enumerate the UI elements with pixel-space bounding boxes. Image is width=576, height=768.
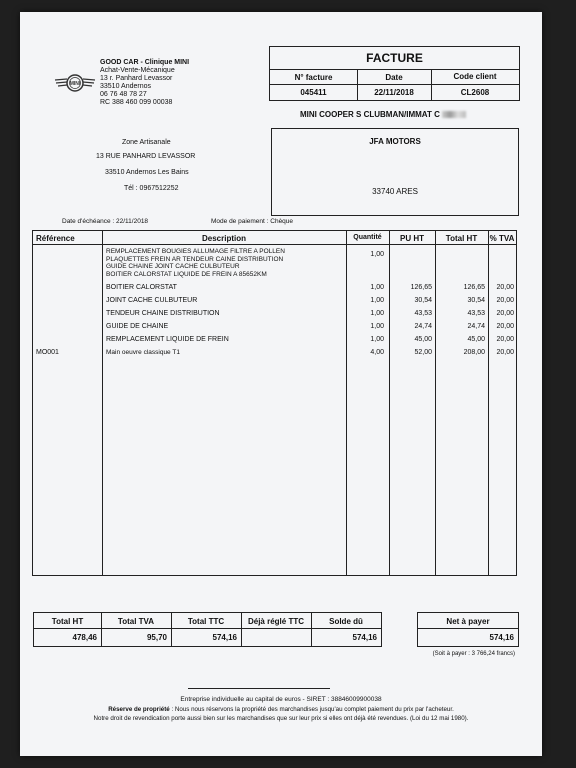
item-total: 24,74: [467, 323, 485, 330]
item-qty: 1,00: [370, 323, 384, 330]
totals-box: [33, 612, 382, 647]
item-desc: GUIDE DE CHAINE: [106, 323, 169, 330]
items-table: [32, 230, 517, 576]
invoice-header-box: [269, 46, 520, 101]
company-city: 33510 Andernos: [100, 83, 151, 90]
item-qty: 4,00: [370, 349, 384, 356]
item-total: 45,00: [467, 336, 485, 343]
summary-line: REMPLACEMENT BOUGIES ALLUMAGE FILTRE A POLLEN: [106, 248, 285, 255]
item-desc: TENDEUR CHAINE DISTRIBUTION: [106, 310, 220, 317]
invoice-number-label: N° facture: [294, 73, 333, 82]
item-ref: MO001: [36, 349, 59, 356]
item-tva: 20,00: [496, 284, 514, 291]
item-tva: 20,00: [496, 323, 514, 330]
total-tva-label: Total TVA: [117, 617, 155, 626]
col-header-description: Description: [201, 234, 246, 243]
total-ttc-value: 574,16: [212, 633, 237, 642]
vehicle-line: [300, 110, 530, 119]
item-tva: 20,00: [496, 336, 514, 343]
item-tva: 20,00: [496, 310, 514, 317]
item-qty: 1,00: [370, 284, 384, 291]
item-pu: 43,53: [414, 310, 432, 317]
invoice-date-value: 22/11/2018: [374, 88, 414, 97]
item-pu: 45,00: [414, 336, 432, 343]
summary-line: BOITIER CALORSTAT LIQUIDE DE FREIN A 85652KM: [106, 270, 267, 278]
payment-mode: Mode de paiement : Chèque: [211, 218, 294, 225]
mini-logo-icon: [53, 70, 97, 96]
col-header-tva: % TVA: [489, 234, 515, 243]
summary-line: PLAQUETTES FREIN AR TENDEUR CAINE DISTRIBUTION: [106, 255, 284, 263]
item-pu: 52,00: [414, 349, 432, 356]
redacted-plate: [442, 111, 466, 118]
footer-siret: Entreprise individuelle au capital de euros - SIRET : 38846009900038: [180, 696, 382, 703]
invoice-number-value: 045411: [300, 88, 327, 97]
svg-text:MINI: MINI: [69, 81, 81, 87]
item-pu: 126,65: [410, 284, 432, 291]
client-name: JFA MOTORS: [369, 137, 421, 146]
invoice-paper: [20, 12, 542, 756]
footer-reserve: [20, 706, 542, 713]
item-desc: JOINT CACHE CULBUTEUR: [106, 297, 198, 304]
invoice-title: FACTURE: [366, 51, 423, 65]
client-code-value: CL2608: [460, 88, 490, 97]
company-activity: Achat-Vente-Mécanique: [100, 67, 175, 74]
item-tva: 20,00: [496, 349, 514, 356]
col-header-total-ht: Total HT: [445, 234, 478, 243]
company-street: 13 r. Panhard Levassor: [100, 75, 173, 82]
net-to-pay-box: [417, 612, 519, 647]
total-ht-value: 478,46: [72, 633, 97, 642]
company-phone: 06 76 48 78 27: [100, 91, 147, 98]
footer-law: Notre droit de revendication porte aussi bien sur les marchandises que sur leur prix si elles ont déjà été revendues. (Loi du 12 mai 1980).: [93, 715, 469, 722]
reserve-title: Réserve de propriété: [108, 706, 170, 713]
col-header-pu-ht: PU HT: [400, 234, 424, 243]
sender-zone: Zone Artisanale: [122, 139, 171, 146]
item-qty: 1,00: [370, 297, 384, 304]
net-to-pay-label: Net à payer: [446, 617, 490, 626]
company-block: [100, 59, 230, 107]
item-pu: 24,74: [414, 323, 432, 330]
col-header-quantity: Quantité: [353, 234, 382, 241]
item-total: 208,00: [463, 349, 485, 356]
sender-city: 33510 Andernos Les Bains: [105, 169, 189, 176]
work-summary: [106, 248, 346, 278]
total-tva-value: 95,70: [146, 633, 167, 642]
invoice-date-label: Date: [385, 73, 403, 82]
item-qty: 1,00: [370, 310, 384, 317]
net-to-pay-value: 574,16: [489, 633, 514, 642]
vehicle-text: MINI COOPER S CLUBMAN/IMMAT C: [300, 110, 440, 119]
item-qty: 1,00: [370, 336, 384, 343]
summary-line: GUIDE CHAINE JOINT CACHE CULBUTEUR: [106, 263, 240, 270]
item-desc: BOITIER CALORSTAT: [106, 284, 177, 291]
total-ht-label: Total HT: [51, 617, 84, 626]
col-header-reference: Référence: [36, 234, 75, 243]
summary-qty: 1,00: [370, 251, 384, 258]
item-total: 43,53: [467, 310, 485, 317]
item-desc: Main oeuvre classique T1: [106, 349, 180, 356]
sender-tel: Tél : 0967512252: [124, 185, 179, 192]
client-box: [271, 128, 519, 216]
company-name: GOOD CAR - Clinique MINI: [100, 59, 190, 66]
item-pu: 30,54: [414, 297, 432, 304]
already-paid-label: Déjà réglé TTC: [247, 617, 304, 626]
balance-due-label: Solde dû: [329, 617, 363, 626]
item-tva: 20,00: [496, 297, 514, 304]
sender-street: 13 RUE PANHARD LEVASSOR: [96, 153, 196, 160]
total-ttc-label: Total TTC: [187, 617, 225, 626]
item-total: 126,65: [463, 284, 485, 291]
client-code-label: Code client: [453, 72, 497, 81]
company-rc: RC 388 460 099 00038: [100, 99, 173, 106]
balance-due-value: 574,16: [352, 633, 377, 642]
item-desc: REMPLACEMENT LIQUIDE DE FREIN: [106, 336, 229, 343]
client-city: 33740 ARES: [372, 187, 418, 196]
due-date: Date d'échéance : 22/11/2018: [62, 218, 149, 225]
francs-equivalent: (Soit à payer : 3 766,24 francs): [432, 651, 515, 657]
reserve-text: : Nous nous réservons la propriété des marchandises jusqu'au complet paiement du prix par l'acheteur.: [169, 706, 454, 713]
item-total: 30,54: [467, 297, 485, 304]
